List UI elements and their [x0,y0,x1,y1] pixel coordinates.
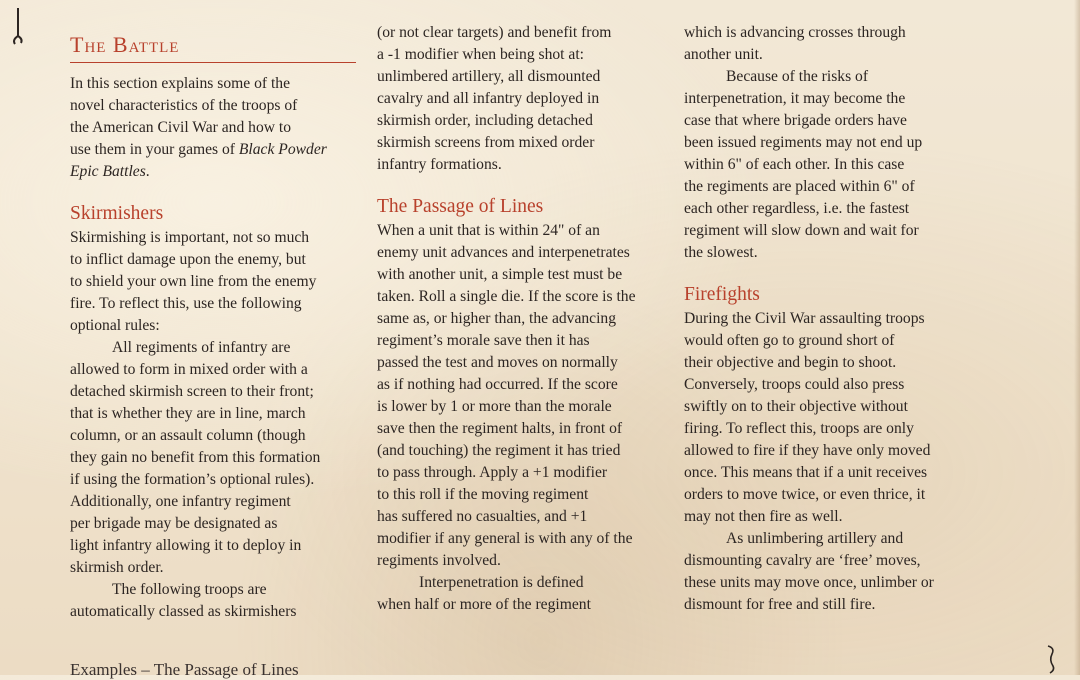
text-line: to inflict damage upon the enemy, but [70,251,306,268]
text-line: automatically classed as skirmishers [70,603,297,620]
text-line: The following troops are [112,581,267,598]
text-line: modifier if any general is with any of the [377,530,633,547]
text-line: may not then fire as well. [684,508,843,525]
text-line: skirmish screens from mixed order [377,134,595,151]
text-line: allowed to fire if they have only moved [684,442,931,459]
text-line: skirmish order. [70,559,164,576]
text-line: that is whether they are in line, march [70,405,306,422]
text-line: optional rules: [70,317,160,334]
text-line: save then the regiment halts, in front of [377,420,623,437]
text-line: is lower by 1 or more than the morale [377,398,612,415]
text-line: with another unit, a simple test must be [377,266,623,283]
text-line: taken. Roll a single die. If the score is the [377,288,636,305]
text-line: regiment will slow down and wait for [684,222,919,239]
text-line: infantry formations. [377,156,502,173]
text-line: swiftly on to their objective without [684,398,908,415]
text-line: column, or an assault column (though [70,427,306,444]
text-line: per brigade may be designated as [70,515,278,532]
text-line: cavalry and all infantry deployed in [377,90,600,107]
text-line: interpenetration, it may become the [684,90,906,107]
column-2 [377,22,667,616]
text-line: if using the formation’s optional rules). [70,471,315,488]
text-line: within 6" of each other. In this case [684,156,905,173]
text-line: Interpenetration is defined [419,574,584,591]
text-line: to this roll if the moving regiment [377,486,589,503]
text-line: allowed to form in mixed order with a [70,361,308,378]
text-line: In this section explains some of the [70,75,291,92]
italic-title: Black Powder [238,141,327,158]
text-line: enemy unit advances and interpenetrates [377,244,630,261]
column-1 [70,22,360,623]
text-line: novel characteristics of the troops of [70,97,298,114]
text-line: As unlimbering artillery and [726,530,904,547]
text-line: unlimbered artillery, all dismounted [377,68,601,85]
flourish-icon [1040,640,1060,675]
text-line: light infantry allowing it to deploy in [70,537,302,554]
text-line: All regiments of infantry are [112,339,291,356]
text-line: the American Civil War and how to [70,119,292,136]
section-heading-firefights: Firefights [684,284,760,305]
text-line: dismounting cavalry are ‘free’ moves, [684,552,921,569]
text-line: During the Civil War assaulting troops [684,310,925,327]
text-line: When a unit that is within 24" of an [377,222,600,239]
text-line: the slowest. [684,244,758,261]
text-line: another unit. [684,46,763,63]
text-line: would often go to ground short of [684,332,895,349]
text-line: Skirmishing is important, not so much [70,229,310,246]
text-line: Conversely, troops could also press [684,376,905,393]
text-line: dismount for free and still fire. [684,596,876,613]
text-line: each other regardless, i.e. the fastest [684,200,910,217]
section-heading-passage-of-lines: The Passage of Lines [377,196,544,217]
text-line: orders to move twice, or even thrice, it [684,486,926,503]
flourish-icon [6,6,26,46]
page-title: The Battle [70,28,356,63]
text-line: once. This means that if a unit receives [684,464,928,481]
text-line: regiment’s morale save then it has [377,332,590,349]
text-line: regiments involved. [377,552,501,569]
text-line: been issued regiments may not end up [684,134,923,151]
text-line: as if nothing had occurred. If the score [377,376,618,393]
text-line: use them in your games of Black Powder [70,141,327,158]
text-line: their objective and begin to shoot. [684,354,897,371]
text-line: case that where brigade orders have [684,112,907,129]
text-line: a -1 modifier when being shot at: [377,46,584,63]
text-line: the regiments are placed within 6" of [684,178,915,195]
footer-heading: Examples – The Passage of Lines [70,660,299,679]
text-line: which is advancing crosses through [684,24,906,41]
italic-title: Epic Battles [70,163,146,180]
text-line: Epic Battles. [70,163,150,180]
text-line: to pass through. Apply a +1 modifier [377,464,608,481]
text-line: passed the test and moves on normally [377,354,618,371]
text-line: these units may move once, unlimber or [684,574,934,591]
text-line: to shield your own line from the enemy [70,273,317,290]
text-line: skirmish order, including detached [377,112,593,129]
text-line: same as, or higher than, the advancing [377,310,617,327]
text-line: firing. To reflect this, troops are only [684,420,914,437]
text-line: detached skirmish screen to their front; [70,383,314,400]
page-edge [1074,0,1080,675]
section-heading-skirmishers: Skirmishers [70,203,164,224]
text-line: they gain no benefit from this formation [70,449,321,466]
text-line: Because of the risks of [726,68,869,85]
text-line: fire. To reflect this, use the following [70,295,302,312]
text-line: (or not clear targets) and benefit from [377,24,612,41]
text-line: Additionally, one infantry regiment [70,493,291,510]
text-line: (and touching) the regiment it has tried [377,442,621,459]
column-3 [684,22,974,616]
text-line: has suffered no casualties, and +1 [377,508,588,525]
text-line: when half or more of the regiment [377,596,591,613]
